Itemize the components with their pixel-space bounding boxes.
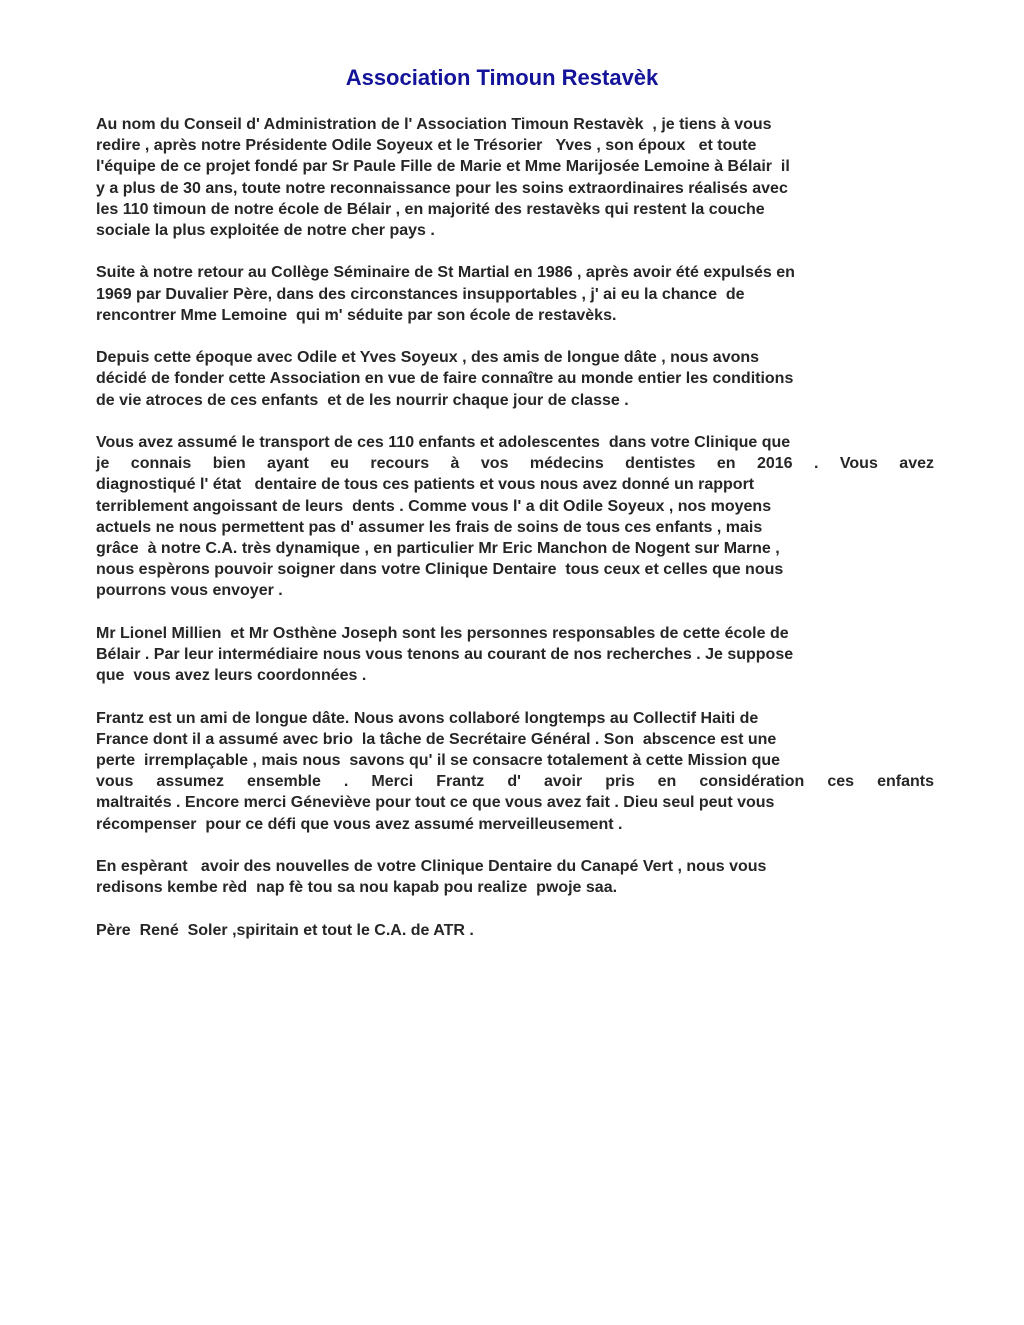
text-line: redire , après notre Présidente Odile Soyeux et le Trésorier Yves , son époux et toute — [96, 137, 757, 155]
text-line: Frantz est un ami de longue dâte. Nous avons collaboré longtemps au Collectif Haiti de — [96, 709, 759, 727]
paragraph-5 — [96, 623, 934, 687]
text-line: Bélair . Par leur intermédiaire nous vous tenons au courant de nos recherches . Je suppose — [96, 646, 794, 664]
text-line: Au nom du Conseil d' Administration de l' Association Timoun Restavèk , je tiens à vous — [96, 116, 772, 133]
text-line: En espèrant avoir des nouvelles de votre Clinique Dentaire du Canapé Vert , nous vous — [96, 858, 767, 876]
text-line: grâce à notre C.A. très dynamique , en particulier Mr Eric Manchon de Nogent sur Marne , — [96, 540, 780, 558]
text-line: diagnostiqué l' état dentaire de tous ces patients et vous nous avez donné un rapport — [96, 476, 755, 494]
text-line: terriblement angoissant de leurs dents . Comme vous l' a dit Odile Soyeux , nos moyens — [96, 497, 772, 515]
signature-line — [96, 920, 934, 941]
text-line: Suite à notre retour au Collège Séminaire de St Martial en 1986 , après avoir été expulsés en — [96, 264, 795, 282]
document-title: Association Timoun Restavèk — [345, 65, 659, 90]
text-line: je connais bien ayant eu recours à vos médecins dentistes en 2016 . Vous avez — [96, 455, 934, 473]
text-line: de vie atroces de ces enfants et de les nourrir chaque jour de classe . — [96, 391, 629, 409]
text-line: France dont il a assumé avec brio la tâche de Secrétaire Général . Son abscence est une — [96, 730, 777, 748]
text-line: que vous avez leurs coordonnées . — [96, 667, 367, 685]
text-line: actuels ne nous permettent pas d' assumer les frais de soins de tous ces enfants , mais — [96, 518, 763, 536]
text-line: sociale la plus exploitée de notre cher pays . — [96, 222, 435, 240]
text-line: rencontrer Mme Lemoine qui m' séduite par son école de restavèks. — [96, 306, 617, 324]
text-line: 1969 par Duvalier Père, dans des circonstances insupportables , j' ai eu la chance de — [96, 285, 745, 303]
text-line: vous assumez ensemble . Merci Frantz d' avoir pris en considération ces enfants — [96, 773, 934, 791]
text-line: nous espèrons pouvoir soigner dans votre Clinique Dentaire tous ceux et celles que nous — [96, 561, 784, 579]
paragraph-6 — [96, 708, 934, 835]
text-line: Depuis cette époque avec Odile et Yves Soyeux , des amis de longue dâte , nous avons — [96, 349, 760, 367]
text-line: perte irremplaçable , mais nous savons qu' il se consacre totalement à cette Mission que — [96, 752, 781, 770]
text-line: Mr Lionel Millien et Mr Osthène Joseph sont les personnes responsables de cette école de — [96, 624, 789, 642]
text-line: maltraités . Encore merci Génevièvе pour tout ce que vous avez fait . Dieu seul peut vous — [96, 794, 775, 812]
text-line: les 110 timoun de notre école de Bélair , en majorité des restavèks qui restent la couche — [96, 200, 765, 218]
text-line: Vous avez assumé le transport de ces 110 enfants et adolescentes dans votre Clinique que — [96, 434, 791, 451]
letter-body — [96, 114, 934, 962]
paragraph-3 — [96, 347, 934, 411]
text-line: récompenser pour ce défi que vous avez assumé merveilleusement . — [96, 815, 623, 833]
paragraph-4 — [96, 432, 934, 602]
text-line: y a plus de 30 ans, toute notre reconnaissance pour les soins extraordinaires réalisés avec — [96, 179, 788, 197]
paragraph-7 — [96, 856, 934, 898]
paragraph-1 — [96, 114, 934, 241]
paragraph-2 — [96, 262, 934, 326]
text-line: l'équipe de ce projet fondé par Sr Paule Fille de Marie et Mme Marijosée Lemoine à Bélair il — [96, 158, 790, 176]
text-line: décidé de fonder cette Association en vue de faire connaître au monde entier les conditions — [96, 370, 794, 388]
text-line: pourrons vous envoyer . — [96, 582, 283, 600]
text-line: redisons kembe rèd nap fè tou sa nou kapab pou realize pwoje saa. — [96, 879, 618, 897]
text-line: Père René Soler ,spiritain et tout le C.A. de ATR . — [96, 921, 474, 939]
